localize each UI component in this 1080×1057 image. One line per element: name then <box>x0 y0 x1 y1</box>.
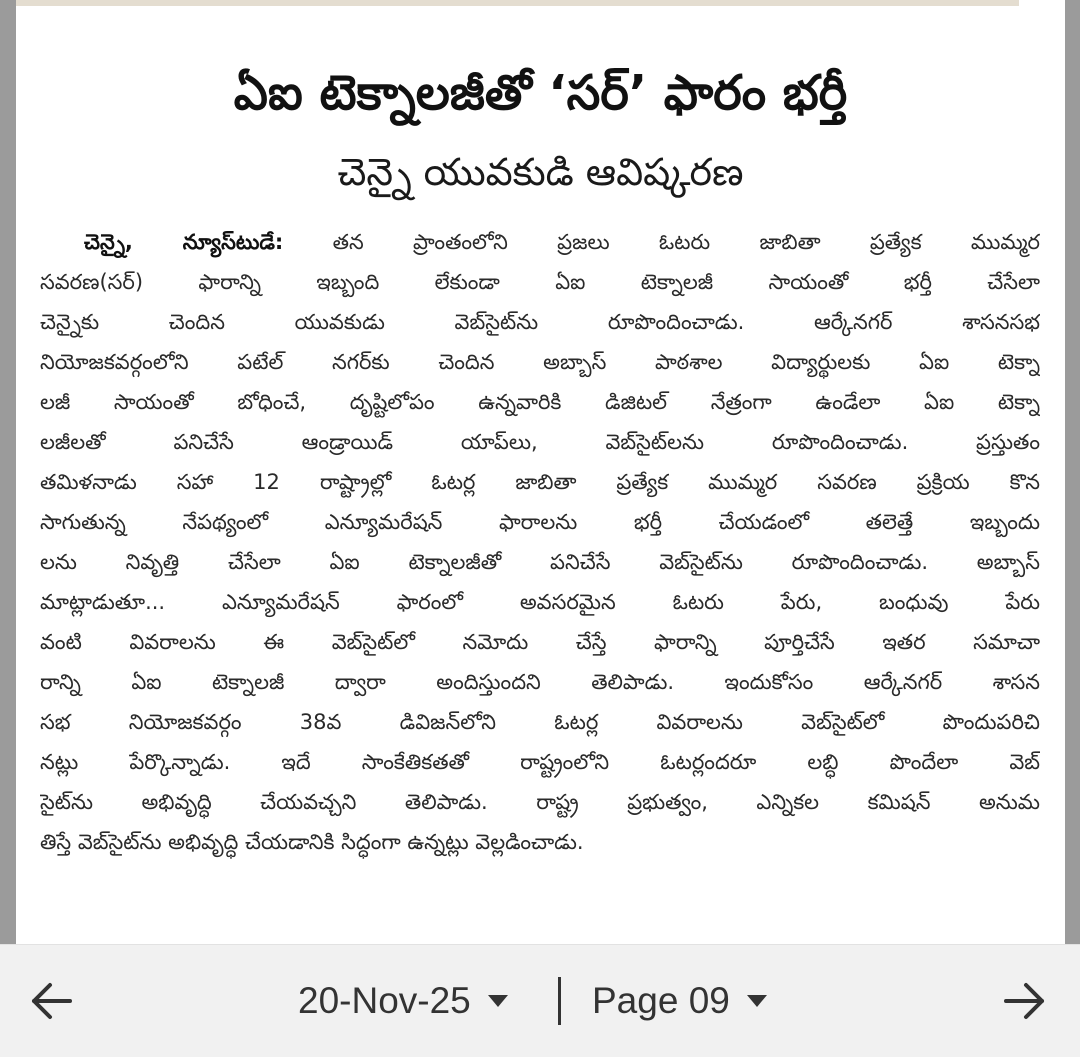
previous-page-button[interactable] <box>26 975 78 1027</box>
article-subheadline: చెన్నై యువకుడి ఆవిష్కరణ <box>337 150 744 194</box>
article-headline: ఏఐ టెక్నాలజీతో ‘సర్’ ఫారం భర్తీ <box>233 65 848 121</box>
article-line: సైట్‌ను అభివృద్ధి చేయవచ్చని తెలిపాడు. రాష్ట్ర ప్రభుత్వం, ఎన్నికల కమిషన్ అనుమ <box>40 790 1040 814</box>
article-body <box>40 222 1040 862</box>
article-line: తిస్తే వెబ్‌సైట్‌ను అభివృద్ధి చేయడానికి సిద్ధంగా ఉన్నట్లు వెల్లడించాడు. <box>40 830 584 854</box>
date-selector[interactable] <box>298 977 509 1025</box>
article-line: నియోజకవర్గంలోని పటేల్ నగర్‌కు చెందిన అబ్బాస్ పాఠశాల విద్యార్థులకు ఏఐ టెక్నా <box>40 350 1040 374</box>
chevron-down-icon <box>487 994 509 1008</box>
article-line: లజీ సాయంతో బోధించే, దృష్టిలోపం ఉన్నవారికి డిజిటల్ నేత్రంగా ఉండేలా ఏఐ టెక్నా <box>40 390 1040 414</box>
clipping-top-border <box>16 0 1019 6</box>
article-line: తమిళనాడు సహా 12 రాష్ట్రాల్లో ఓటర్ల జాబితా ప్రత్యేక ముమ్మర సవరణ ప్రక్రియ కొన <box>40 470 1040 494</box>
article-dateline: చెన్నై, న్యూస్‌టుడే: <box>84 230 284 254</box>
article-line: లను నివృత్తి చేసేలా ఏఐ టెక్నాలజీతో పనిచేసే వెబ్‌సైట్‌ను రూపొందించాడు. అబ్బాస్ <box>40 550 1040 574</box>
page-selector[interactable] <box>592 977 768 1025</box>
article-line: మాట్లాడుతూ... ఎన్యూమరేషన్ ఫారంలో అవసరమైన ఓటరు పేరు, బంధువు పేరు <box>40 590 1040 614</box>
article-line: సాగుతున్న నేపథ్యంలో ఎన్యూమరేషన్ ఫారాలను భర్తీ చేయడంలో తలెత్తే ఇబ్బందు <box>40 510 1040 534</box>
article-line: సవరణ(సర్) ఫారాన్ని ఇబ్బంది లేకుండా ఏఐ టెక్నాలజీ సాయంతో భర్తీ చేసేలా <box>40 270 1040 294</box>
article-line: రాన్ని ఏఐ టెక్నాలజీ ద్వారా అందిస్తుందని తెలిపాడు. ఇందుకోసం ఆర్కేనగర్ శాసన <box>40 670 1040 694</box>
article-clipping <box>16 0 1065 944</box>
page-label: Page 09 <box>592 980 730 1021</box>
arrow-left-icon <box>26 975 78 1027</box>
next-page-button[interactable] <box>998 975 1050 1027</box>
article-line: వంటి వివరాలను ఈ వెబ్‌సైట్‌లో నమోదు చేస్తే ఫారాన్ని పూర్తిచేసే ఇతర సమాచా <box>40 630 1040 654</box>
article-line: నట్లు పేర్కొన్నాడు. ఇదే సాంకేతికతతో రాష్ట్రంలోని ఓటర్లందరూ లబ్ధి పొందేలా వెబ్ <box>40 750 1040 774</box>
date-label: 20-Nov-25 <box>298 980 471 1021</box>
chevron-down-icon <box>746 994 768 1008</box>
article-line: చెన్నైకు చెందిన యువకుడు వెబ్‌సైట్‌ను రూపొందించాడు. ఆర్కేనగర్ శాసనసభ <box>40 310 1040 334</box>
selector-divider <box>558 977 561 1025</box>
article-line: చెన్నై, న్యూస్‌టుడే: తన ప్రాంతంలోని ప్రజలు ఓటరు జాబితా ప్రత్యేక ముమ్మర <box>84 230 1040 254</box>
arrow-right-icon <box>998 975 1050 1027</box>
article-line: లజీలతో పనిచేసే ఆండ్రాయిడ్ యాప్‌లు, వెబ్‌సైట్‌లను రూపొందించాడు. ప్రస్తుతం <box>40 430 1040 454</box>
page-navigation-bar <box>0 944 1080 1057</box>
article-line: సభ నియోజకవర్గం 38వ డివిజన్‌లోని ఓటర్ల వివరాలను వెబ్‌సైట్‌లో పొందుపరిచి <box>40 710 1040 734</box>
